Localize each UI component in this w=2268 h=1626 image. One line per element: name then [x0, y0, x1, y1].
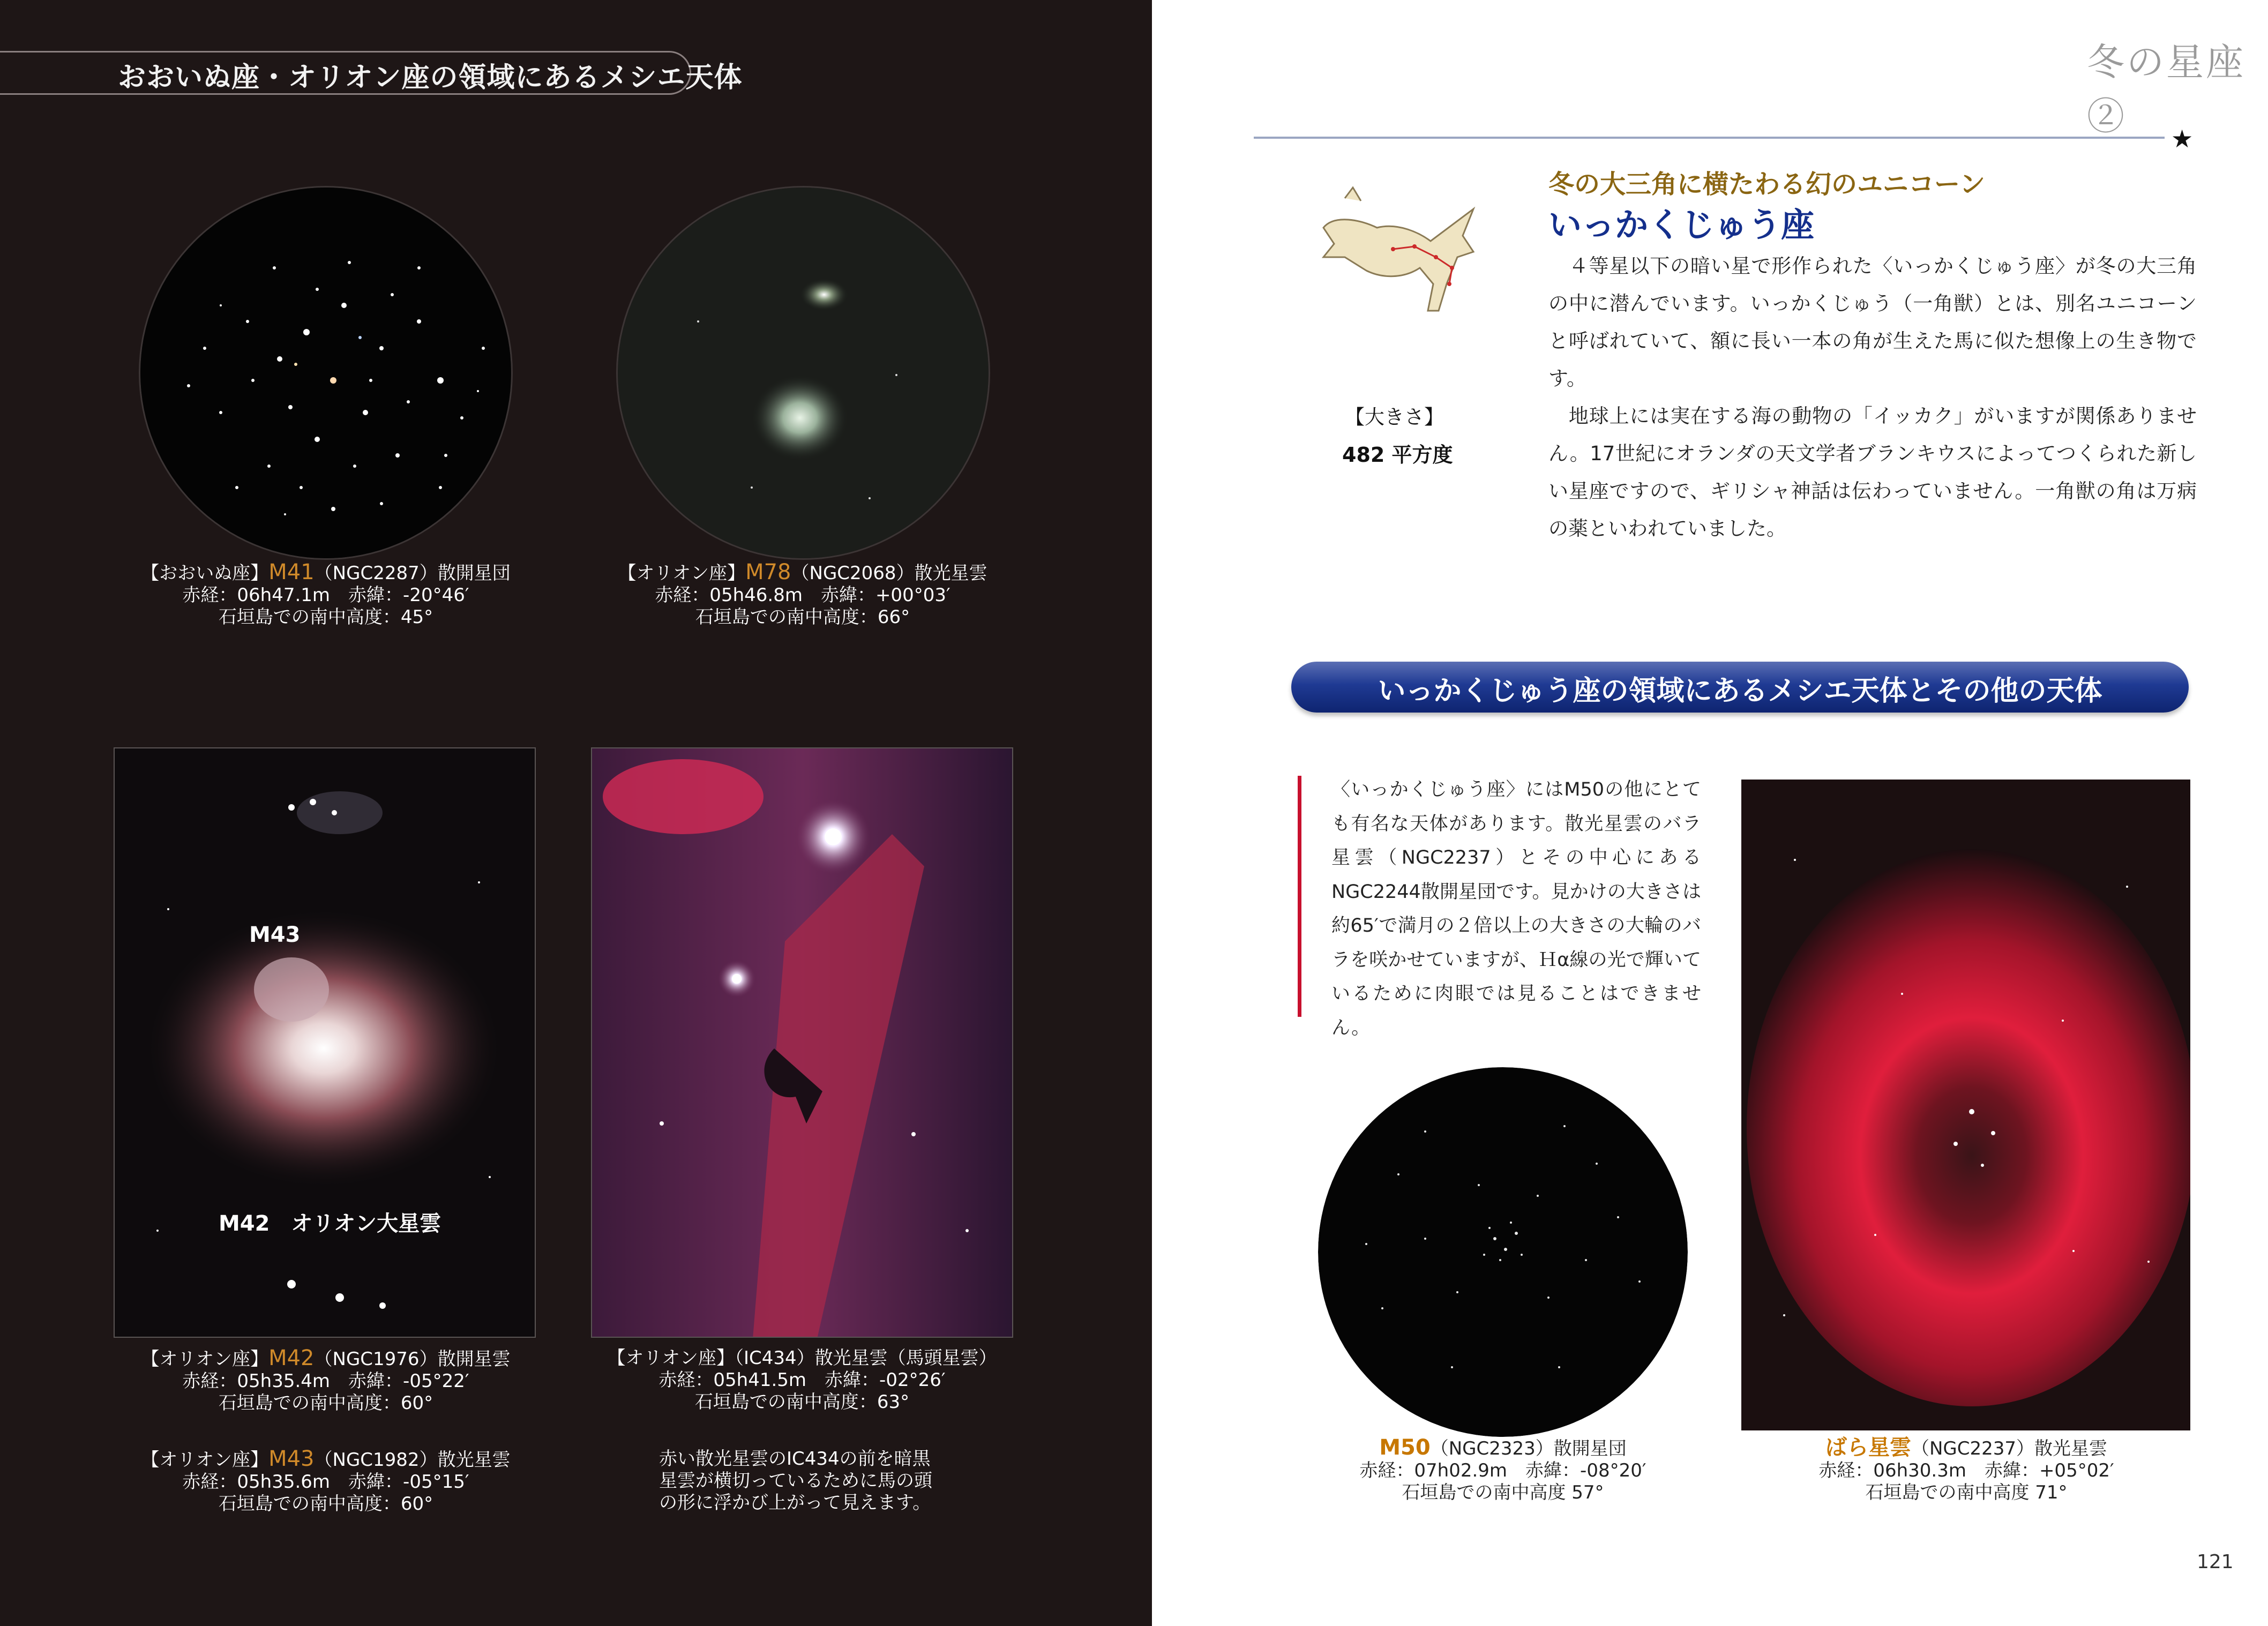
m41-coords: 赤経：06h47.1m 赤緯：-20°46′ — [182, 585, 469, 606]
m41-caption — [118, 561, 534, 628]
m50-coords: 赤経：07h02.9m 赤緯：-08°20′ — [1359, 1460, 1646, 1481]
ic434-altitude: 石垣島での南中高度：63° — [694, 1391, 910, 1413]
m78-caption — [595, 561, 1011, 628]
m43-caption — [118, 1448, 534, 1515]
rosette-altitude: 石垣島での南中高度 71° — [1865, 1482, 2068, 1503]
m43-caption-post: （NGC1982）散光星雲 — [314, 1449, 511, 1471]
rosette-coords: 赤経：06h30.3m 赤緯：+05°02′ — [1818, 1460, 2114, 1481]
left-section-title: おおいぬ座・オリオン座の領域にあるメシエ天体 — [118, 62, 743, 94]
m41-caption-post: （NGC2287）散開星団 — [314, 563, 511, 584]
m50-caption-post: （NGC2323）散開星団 — [1430, 1438, 1627, 1459]
m78-name: M78 — [745, 560, 791, 585]
unicorn-icon — [1313, 177, 1489, 316]
rosette-name: ばら星雲 — [1825, 1435, 1911, 1460]
horsehead-note-line: の形に浮かび上がって見えます。 — [659, 1492, 931, 1513]
rosette-caption — [1763, 1437, 2170, 1504]
m78-photo — [618, 188, 989, 558]
m42-caption-pre: 【オリオン座】 — [141, 1348, 269, 1370]
rosette-caption-post: （NGC2237）散光星雲 — [1911, 1438, 2108, 1459]
m50-star-field — [1318, 1067, 1688, 1437]
header-rule — [1254, 137, 2165, 139]
horsehead-note-line: 星雲が横切っているために馬の頭 — [659, 1470, 932, 1492]
m50-caption — [1302, 1437, 1704, 1504]
ic434-caption-title: 【オリオン座】（IC434）散光星雲（馬頭星雲） — [607, 1347, 997, 1369]
m41-caption-pre: 【おおいぬ座】 — [141, 563, 269, 584]
m78-coords: 赤経：05h46.8m 赤緯：+00°03′ — [655, 585, 950, 606]
m42-altitude: 石垣島での南中高度：60° — [218, 1392, 433, 1414]
m50-name: M50 — [1379, 1435, 1431, 1460]
m42-caption-post: （NGC1976）散開星雲 — [314, 1348, 511, 1370]
horsehead-photo — [591, 747, 1013, 1338]
rosette-description: 〈いっかくじゅう座〉にはM50の他にとても有名な天体があります。散光星雲のバラ星雲（NGC2237）とその中心にあるNGC2244散開星団です。見かけの大きさは約65′で満月の２倍以上の大きさの大輪のバラを咲かせていますが、Ｈα線の光で輝いているために肉眼では見ることはできません。 — [1331, 779, 1701, 1039]
m43-name: M43 — [268, 1447, 315, 1471]
m78-caption-pre: 【オリオン座】 — [618, 563, 746, 584]
m43-image-label: M43 — [249, 923, 301, 947]
m41-altitude: 石垣島での南中高度：45° — [218, 606, 433, 628]
m78-altitude: 石垣島での南中高度：66° — [695, 606, 910, 628]
m50-photo — [1318, 1067, 1688, 1437]
m78-caption-post: （NGC2068）散光星雲 — [791, 563, 987, 584]
constellation-title: いっかくじゅう座 — [1548, 205, 1815, 244]
m41-photo — [140, 188, 511, 558]
orion-nebula-image — [115, 748, 536, 1338]
m41-name: M41 — [268, 560, 315, 585]
season-title: 冬の星座② — [2087, 40, 2245, 138]
horsehead-note — [659, 1448, 932, 1514]
rosette-photo — [1741, 780, 2190, 1430]
m50-altitude: 石垣島での南中高度 57° — [1402, 1482, 1604, 1503]
m43-caption-pre: 【オリオン座】 — [141, 1449, 269, 1471]
m78-nebula-image — [618, 188, 989, 558]
horsehead-note-line: 赤い散光星雲のIC434の前を暗黒 — [659, 1448, 931, 1470]
constellation-subtitle: 冬の大三角に横たわる幻のユニコーン — [1548, 169, 1986, 199]
unicorn-illustration — [1313, 177, 1489, 316]
m43-coords: 赤経：05h35.6m 赤緯：-05°15′ — [182, 1471, 469, 1493]
m42-caption — [118, 1347, 534, 1414]
accent-bar — [1298, 776, 1301, 1017]
m42-image-label: M42 オリオン大星雲 — [219, 1211, 441, 1236]
rosette-nebula-image — [1741, 780, 2190, 1430]
m41-star-field — [140, 188, 511, 558]
horsehead-nebula-image — [592, 748, 1013, 1338]
section-banner-title: いっかくじゅう座の領域にあるメシエ天体とその他の天体 — [1378, 675, 2102, 707]
page-number: 121 — [2197, 1551, 2234, 1573]
ic434-caption — [591, 1347, 1013, 1413]
size-label: 【大きさ】 — [1345, 406, 1444, 429]
m42-m43-photo — [114, 747, 536, 1338]
m43-altitude: 石垣島での南中高度：60° — [218, 1493, 433, 1515]
ic434-coords: 赤経：05h41.5m 赤緯：-02°26′ — [658, 1369, 946, 1391]
star-icon: ★ — [2171, 124, 2194, 153]
constellation-description: ４等星以下の暗い星で形作られた〈いっかくじゅう座〉が冬の大三角の中に潜んでいます。いっかくじゅう（一角獣）とは、別名ユニコーンと呼ばれていて、額に長い一本の角が生えた馬に似た想像上の生き物です。 地球上には実在する海の動物の「イッカク」がいますが関係ありません。17世紀にオランダの天文学者ブランキウスによってつくられた新しい星座ですので、ギリシャ神話は伝わっていません。一角獣の角は万病の薬といわれていました。 — [1548, 254, 2197, 540]
m42-name: M42 — [268, 1346, 315, 1370]
size-value: 482 平方度 — [1342, 443, 1453, 467]
m42-coords: 赤経：05h35.4m 赤緯：-05°22′ — [182, 1370, 469, 1392]
